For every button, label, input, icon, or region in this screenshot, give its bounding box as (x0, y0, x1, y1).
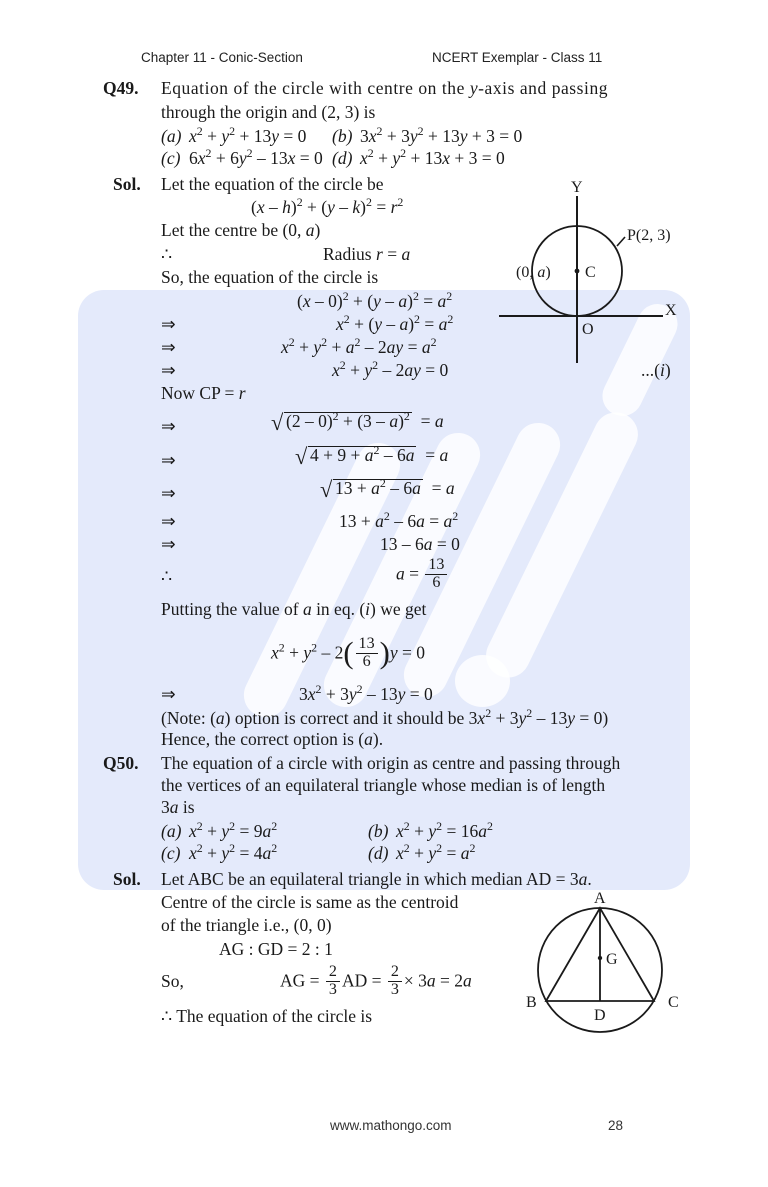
f2-numerator: 2 (390, 963, 399, 980)
book-title: NCERT Exemplar - Class 11 (432, 50, 603, 65)
q50-option-c-tag: (c) (161, 843, 181, 863)
q49-stem-line-2: through the origin and (2, 3) is (161, 102, 376, 122)
q50-ratio: AG : GD = 2 : 1 (219, 939, 333, 959)
q50-label: Q50. (103, 753, 139, 773)
q49-step-2: $x^2 + (y - a)^2 = a^2$ (336, 312, 454, 334)
q49-final-expression: $3x^2 + 3y^2 - 13y = 0$ (299, 682, 433, 704)
x-axis-label: X (665, 302, 677, 319)
q49-now-cp: Now CP = r (161, 383, 246, 403)
q49-sol-line-so: So, the equation of the circle is (161, 267, 379, 287)
q49-arrow-rad-3: ⇒ (161, 483, 176, 503)
q49-note: (Note: (a) option is correct and it should be $3x^2 + 3y^2 - 13y = 0$) (161, 706, 609, 728)
q50-sol-line-2: Centre of the circle is same as the centroid (161, 892, 459, 912)
final-numerator: 13 (358, 635, 375, 652)
vertex-b-label: B (526, 994, 537, 1011)
q50-option-d-text: $x^2 + y^2 = a^2$ (396, 841, 476, 863)
q50-sol-label: Sol. (113, 869, 141, 889)
q50-so-label: So, (161, 971, 184, 991)
q49-option-a-text: $x^2 + y^2 + 13y = 0$ (189, 124, 307, 146)
q49-plain-step-1: $13 + a^2 - 6a = a^2$ (339, 509, 459, 531)
q49-plain-step-2: 13 – 6a = 0 (380, 534, 460, 554)
q49-option-c-text: $6x^2 + 6y^2 - 13x = 0$ (189, 146, 323, 168)
f2-denominator: 3 (388, 981, 402, 999)
q49-therefore-1: ∴ (161, 244, 173, 264)
q49-arrow-rad-2: ⇒ (161, 450, 176, 470)
q49-arrow-3: ⇒ (161, 337, 176, 357)
q49-option-c-tag: (c) (161, 148, 181, 168)
q49-hence: Hence, the correct option is (a). (161, 729, 384, 749)
origin-label: O (582, 321, 594, 338)
q49-radical-step-1: √ (2 – 0)$^2$ + (3 – a)$^2$ = a (271, 409, 444, 435)
q49-a-value: a = $\frac{13}{6}$ (396, 558, 449, 593)
vertex-c-label: C (668, 994, 679, 1011)
q49-stem-line-1: Equation of the circle with centre on the y-axis and passing (161, 78, 609, 98)
q49-option-b-text: $3x^2 + 3y^2 + 13y + 3 = 0$ (360, 124, 523, 146)
figure-equilateral-triangle-in-circle (518, 888, 698, 1048)
footer-page-number: 28 (608, 1118, 624, 1133)
q50-stem-line-1: The equation of a circle with origin as centre and passing through (161, 753, 621, 773)
q50-option-a-tag: (a) (161, 821, 182, 841)
q49-radical-step-3: √ $13 + a^2 - 6a = a$ (320, 476, 455, 502)
chapter-title: Chapter 11 - Conic-Section (141, 50, 303, 65)
midpoint-d-label: D (594, 1007, 606, 1024)
q49-sol-line-1: Let the equation of the circle be (161, 174, 384, 194)
q50-ag-equation: AG = $\frac{2}{3}$ AD = $\frac{2}{3}$ × 3a = 2a (280, 963, 472, 998)
y-axis-label: Y (571, 179, 583, 196)
q49-arrow-4: ⇒ (161, 360, 176, 380)
f1-numerator: 2 (328, 963, 337, 980)
q49-label: Q49. (103, 78, 139, 98)
q49-radical-step-2: √ $4 + 9 + a^2 - 6a = a$ (295, 443, 449, 469)
footer-url: www.mathongo.com (330, 1118, 452, 1133)
centre-dot (575, 269, 580, 274)
q49-arrow-plain-2: ⇒ (161, 534, 176, 554)
figure-circle-tangent-x-axis (505, 178, 700, 373)
q50-option-b-tag: (b) (368, 821, 389, 841)
q49-final-arrow: ⇒ (161, 684, 176, 704)
centre-label: C (585, 264, 596, 281)
q50-option-b-text: $x^2 + y^2 = 16a^2$ (396, 819, 493, 841)
q49-arrow-2: ⇒ (161, 314, 176, 334)
f1-denominator: 3 (326, 981, 340, 999)
q49-arrow-plain-1: ⇒ (161, 511, 176, 531)
centroid-dot (598, 956, 602, 960)
q50-option-a-text: $x^2 + y^2 = 9a^2$ (189, 819, 278, 841)
q50-stem-line-3: 3a is (161, 797, 195, 817)
q49-putting-line: Putting the value of a in eq. (i) we get (161, 599, 427, 619)
vertex-a-label: A (594, 890, 606, 907)
a-numerator: 13 (428, 556, 445, 573)
q49-step-1: $(x - 0)^2 + (y - a)^2 = a^2$ (297, 289, 453, 311)
q50-option-c-text: $x^2 + y^2 = 4a^2$ (189, 841, 278, 863)
final-denominator: 6 (356, 653, 378, 671)
q49-radius: Radius r = a (323, 244, 411, 264)
q49-eq-ref-i: ...(i) (641, 360, 671, 380)
q49-option-a-tag: (a) (161, 126, 182, 146)
q50-stem-line-2: the vertices of an equilateral triangle whose median is of length (161, 775, 606, 795)
q50-option-d-tag: (d) (368, 843, 389, 863)
point-p-label: P(2, 3) (627, 227, 671, 244)
q49-step-3: $x^2 + y^2 + a^2 - 2ay = a^2$ (281, 335, 437, 357)
q49-arrow-rad-1: ⇒ (161, 416, 176, 436)
q49-option-d-text: $x^2 + y^2 + 13x + 3 = 0$ (360, 146, 505, 168)
q50-last-line: ∴ The equation of the circle is (161, 1006, 373, 1026)
q49-therefore-2: ∴ (161, 566, 173, 586)
q50-sol-line-1: Let ABC be an equilateral triangle in which median AD = 3a. (161, 869, 592, 889)
point-p-leader (617, 237, 625, 246)
q49-final-substitution: $x^2 + y^2 - 2$( $\frac{13}{6}$ )y = 0 (271, 635, 425, 671)
centroid-g-label: G (606, 951, 618, 968)
running-head (0, 50, 768, 70)
q50-sol-line-3: of the triangle i.e., (0, 0) (161, 915, 332, 935)
q49-sol-line-centre: Let the centre be (0, a) (161, 220, 321, 240)
q49-general-equation: $(x - h)^2 + (y - k)^2 = r^2$ (251, 195, 404, 217)
q49-sol-label: Sol. (113, 174, 141, 194)
q49-step-4: $x^2 + y^2 - 2ay = 0$ (332, 358, 449, 380)
a-denominator: 6 (425, 574, 447, 592)
centre-coords-label: (0, a) (516, 264, 551, 281)
q49-option-b-tag: (b) (332, 126, 353, 146)
q49-option-d-tag: (d) (332, 148, 353, 168)
